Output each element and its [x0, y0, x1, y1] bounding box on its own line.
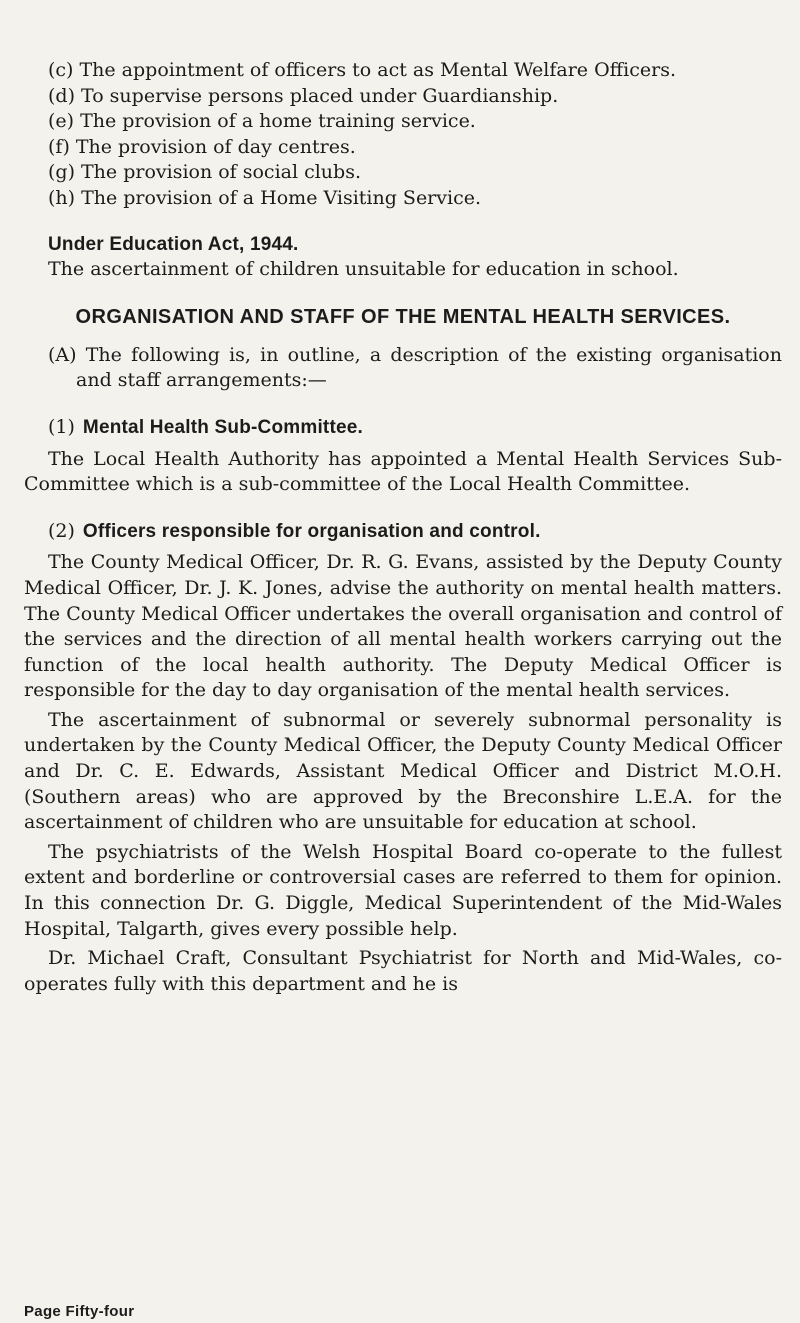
list-item-d: [24, 84, 782, 110]
list-item-text: The provision of a Home Visiting Service.: [81, 186, 481, 209]
organisation-intro-text: The following is, in outline, a description of the existing organisation and staff arrangements:—: [76, 343, 782, 392]
education-act-heading: Under Education Act, 1944.: [48, 233, 299, 255]
section-1-title: Mental Health Sub-Committee.: [82, 416, 363, 438]
section-1-text: The Local Health Authority has appointed a Mental Health Services Sub-Committee which is a sub-committee of the Local Health Committee.: [24, 447, 782, 496]
list-item-label: (d): [48, 84, 75, 107]
organisation-intro: [24, 343, 782, 394]
document-page: [24, 58, 782, 997]
section-2-paragraph: The County Medical Officer, Dr. R. G. Evans, assisted by the Deputy County Medical Officer, Dr. J. K. Jones, advise the authority on mental health matters. The County Medical Officer undertakes the overall organisation and control of the services and the direction of all mental health workers carrying out the function of the local health authority. The Deputy Medical Officer is responsible for the day to day organisation of the mental health services.: [24, 551, 782, 702]
organisation-heading: ORGANISATION AND STAFF OF THE MENTAL HEALTH SERVICES.: [75, 305, 731, 328]
section-2-paragraph: Dr. Michael Craft, Consultant Psychiatrist for North and Mid-Wales, co-operates fully with this department and he is: [24, 947, 782, 995]
list-item-h: [24, 186, 782, 212]
section-2-title: Officers responsible for organisation and control.: [82, 520, 541, 542]
organisation-intro-label: (A): [48, 343, 77, 366]
education-act-text: The ascertainment of children unsuitable for education in school.: [48, 258, 679, 281]
list-item-label: (f): [48, 135, 70, 158]
list-item-text: The provision of social clubs.: [81, 161, 361, 184]
list-item-text: The provision of day centres.: [75, 135, 356, 158]
list-item-label: (e): [48, 110, 75, 133]
list-item-text: To supervise persons placed under Guardianship.: [81, 84, 559, 107]
page-number-footer: Page Fifty-four: [24, 1303, 135, 1320]
section-1-number: (1): [48, 415, 75, 438]
list-item-label: (g): [48, 161, 75, 184]
list-item-label: (h): [48, 186, 76, 209]
list-item-c: [24, 58, 782, 84]
section-2-number: (2): [48, 519, 75, 542]
list-item-text: The appointment of officers to act as Mental Welfare Officers.: [79, 59, 676, 81]
list-item-e: [24, 109, 782, 135]
list-item-label: (c): [48, 59, 74, 81]
section-2-heading: [24, 519, 782, 545]
list-item-g: [24, 160, 782, 186]
list-item-text: The provision of a home training service.: [80, 110, 476, 133]
section-2-paragraph: The ascertainment of subnormal or severely subnormal personality is undertaken by the County Medical Officer, the Deputy County Medical Officer and Dr. C. E. Edwards, Assistant Medical Officer and District M.O.H. (Southern areas) who are approved by the Breconshire L.E.A. for the ascertainment of children who are unsuitable for education at school.: [24, 708, 782, 834]
section-2-paragraph: The psychiatrists of the Welsh Hospital Board co-operate to the fullest extent and borderline or controversial cases are referred to them for opinion. In this connection Dr. G. Diggle, Medical Superintendent of the Mid-Wales Hospital, Talgarth, gives every possible help.: [24, 840, 782, 940]
section-1-heading: [24, 415, 782, 441]
list-item-f: [24, 135, 782, 161]
